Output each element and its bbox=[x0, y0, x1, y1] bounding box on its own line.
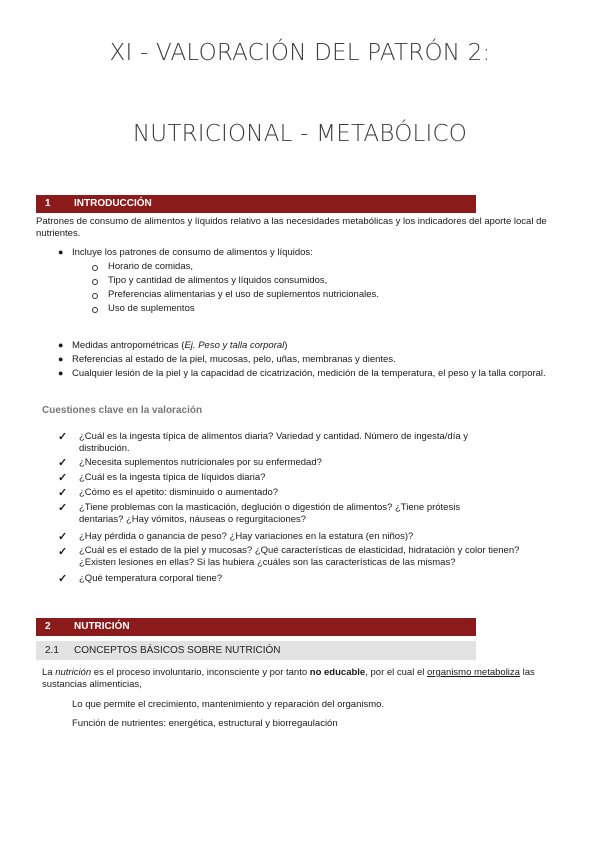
nutrition-definition: La nutrición es el proceso involuntario, inconsciente y por tanto no educable, por el cual el organismo metaboliza las sustancias alimenticias, bbox=[42, 667, 535, 690]
checkmark-icon: ✓ bbox=[58, 457, 68, 469]
checkmark-icon: ✓ bbox=[58, 487, 68, 499]
sub-item-horario: Horario de comidas, bbox=[108, 261, 194, 272]
checkmark-icon: ✓ bbox=[58, 531, 68, 543]
section-label: NUTRICIÓN bbox=[74, 621, 130, 632]
page-title-line-2: NUTRICIONAL - METABÓLICO bbox=[132, 121, 468, 147]
question-item: ¿Cuál es la ingesta típica de alimentos diaria? Variedad y cantidad. Número de ingesta/día y distribución. bbox=[79, 431, 469, 454]
checkmark-icon: ✓ bbox=[58, 431, 68, 443]
bullet-referencias: Referencias al estado de la piel, mucosas, pelo, uñas, membranas y dientes. bbox=[72, 354, 396, 365]
subsection-label: CONCEPTOS BÁSICOS SOBRE NUTRICIÓN bbox=[74, 645, 281, 656]
question-item: ¿Cuál es la ingesta típica de líquidos diaria? bbox=[79, 472, 266, 483]
checkmark-icon: ✓ bbox=[58, 546, 68, 558]
intro-paragraph: Patrones de consumo de alimentos y líquidos relativo a las necesidades metabólicas y los indicadores del aporte local de nutrientes. bbox=[36, 216, 547, 239]
key-questions-heading: Cuestiones clave en la valoración bbox=[42, 405, 203, 416]
bullet-includes: Incluye los patrones de consumo de alimentos y líquidos: bbox=[72, 247, 313, 258]
circle-bullet-icon bbox=[92, 265, 98, 271]
section-number: 1 bbox=[45, 198, 51, 209]
circle-bullet-icon bbox=[92, 293, 98, 299]
sub-item-suplementos: Uso de suplementos bbox=[108, 303, 195, 314]
bullet-antropometricas: Medidas antropométricas (Ej. Peso y talla corporal) bbox=[72, 340, 288, 351]
section-label: INTRODUCCIÓN bbox=[74, 198, 152, 209]
question-item: ¿Necesita suplementos nutricionales por su enfermedad? bbox=[79, 457, 322, 468]
checkmark-icon: ✓ bbox=[58, 573, 68, 585]
circle-bullet-icon bbox=[92, 307, 98, 313]
sub-item-tipo: Tipo y cantidad de alimentos y líquidos consumidos, bbox=[108, 275, 328, 286]
nutrition-line-functions: Función de nutrientes: energética, estructural y biorregaulación bbox=[72, 718, 338, 729]
checkmark-icon: ✓ bbox=[58, 472, 68, 484]
question-item: ¿Qué temperatura corporal tiene? bbox=[79, 573, 223, 584]
checkmark-icon: ✓ bbox=[58, 502, 68, 514]
section-header-nutricion bbox=[36, 618, 476, 636]
bullet-dot-icon: ● bbox=[58, 354, 64, 364]
nutrition-line-growth: Lo que permite el crecimiento, mantenimiento y reparación del organismo. bbox=[72, 699, 385, 710]
section-header-introduccion bbox=[36, 195, 476, 213]
bullet-dot-icon: ● bbox=[58, 340, 64, 350]
question-item: ¿Cómo es el apetito: disminuido o aumentado? bbox=[79, 487, 279, 498]
subsection-number: 2.1 bbox=[45, 645, 59, 656]
question-item: ¿Hay pérdida o ganancia de peso? ¿Hay variaciones en la estatura (en niños)? bbox=[79, 531, 414, 542]
question-item: ¿Cuál es el estado de la piel y mucosas? ¿Qué características de elasticidad, hidratación y color tienen? ¿Existen lesiones en ellas? Si las hubiera ¿cuáles son las características de las mismas? bbox=[79, 545, 520, 568]
bullet-lesion: Cualquier lesión de la piel y la capacidad de cicatrización, medición de la temperatura, el peso y la talla corporal. bbox=[72, 368, 546, 379]
page-title-line-1: XI - VALORACIÓN DEL PATRÓN 2: bbox=[109, 40, 491, 66]
bullet-dot-icon: ● bbox=[58, 247, 64, 257]
circle-bullet-icon bbox=[92, 279, 98, 285]
subsection-header-conceptos bbox=[36, 641, 476, 660]
bullet-dot-icon: ● bbox=[58, 368, 64, 378]
section-number: 2 bbox=[45, 621, 51, 632]
question-item: ¿Tiene problemas con la masticación, deglución o digestión de alimentos? ¿Tiene prótesis dentarias? ¿Hay vómitos, náuseas o regurgitaciones? bbox=[79, 502, 461, 525]
sub-item-preferencias: Preferencias alimentarias y el uso de suplementos nutricionales. bbox=[108, 289, 379, 300]
